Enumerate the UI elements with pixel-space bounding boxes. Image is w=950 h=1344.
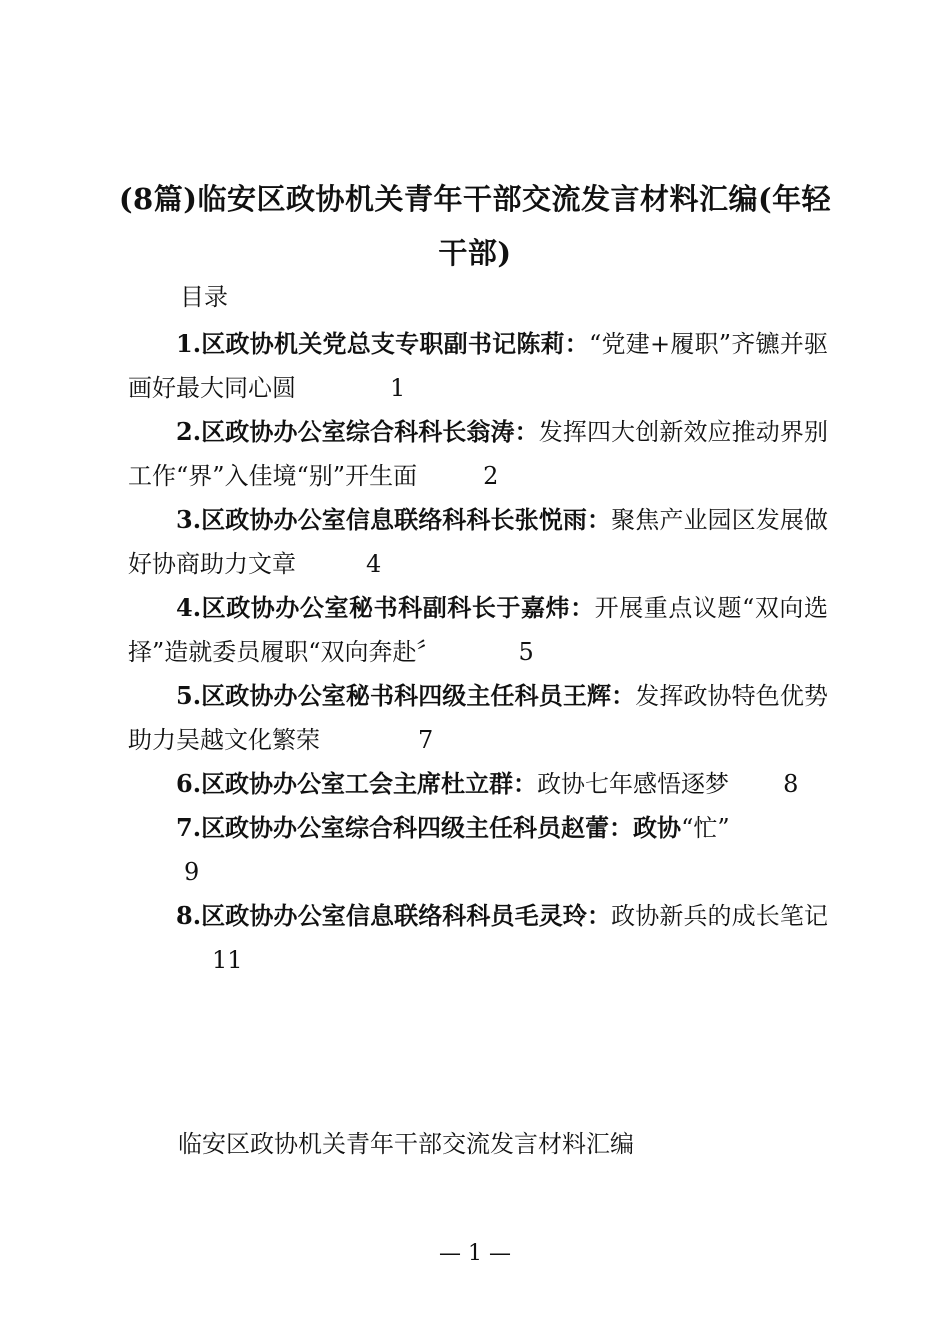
toc-entry-6[interactable]	[128, 762, 828, 806]
toc-entry-author: 区政协办公室信息联络科科长张悦雨：	[201, 505, 612, 534]
toc-heading: 目录	[180, 283, 228, 311]
toc-entry-2[interactable]	[128, 410, 828, 498]
toc-entry-topic: 发挥政协特色优势助力吴越文化繁荣	[128, 682, 829, 754]
toc-entry-author: 区政协办公室综合科四级主任科员赵蕾：政协	[201, 813, 682, 842]
toc-entry-page: 9	[184, 858, 200, 886]
toc-entry-page: 5	[518, 638, 534, 666]
toc-entry-page: 4	[366, 550, 382, 578]
page-number: — 1 —	[439, 1241, 511, 1266]
toc-entry-page: 11	[212, 946, 243, 974]
toc-entry-1[interactable]	[128, 322, 828, 410]
toc-entry-5[interactable]	[128, 674, 828, 762]
toc-entry-4[interactable]	[128, 586, 828, 674]
toc-entry-topic: 开展重点议题“双向选择”造就委员履职“双向奔赴〞	[128, 594, 828, 666]
toc-entry-topic: 聚焦产业园区发展做好协商助力文章	[128, 506, 829, 578]
table-of-contents	[128, 322, 828, 982]
toc-entry-topic: 发挥四大创新效应推动界别工作“界”入佳境“别”开生面	[128, 418, 829, 490]
toc-entry-author: 区政协办公室秘书科四级主任科员王辉：	[201, 681, 636, 710]
toc-entry-7[interactable]	[128, 806, 828, 894]
toc-entry-page: 2	[483, 462, 499, 490]
toc-entry-author: 区政协办公室综合科科长翁涛：	[201, 417, 539, 446]
toc-entry-author: 区政协办公室秘书科副科长于嘉炜：	[201, 593, 595, 622]
toc-entry-page: 1	[390, 374, 406, 402]
toc-entry-number: 8.	[176, 901, 202, 930]
toc-entry-topic: “党建+履职”齐镳并驱画好最大同心圆	[128, 330, 829, 402]
toc-entry-author: 区政协办公室工会主席杜立群：	[201, 769, 538, 798]
toc-entry-topic: 政协新兵的成长笔记	[611, 902, 829, 930]
toc-entry-number: 4.	[176, 593, 202, 622]
toc-entry-page: 7	[418, 726, 434, 754]
toc-entry-number: 3.	[176, 505, 202, 534]
toc-entry-author: 区政协机关党总支专职副书记陈莉：	[201, 329, 590, 358]
toc-entry-8[interactable]	[128, 894, 828, 982]
toc-entry-number: 5.	[176, 681, 202, 710]
toc-entry-author: 区政协办公室信息联络科科员毛灵玲：	[201, 901, 612, 930]
toc-entry-number: 7.	[176, 813, 202, 842]
toc-entry-number: 1.	[176, 329, 202, 358]
toc-entry-page: 8	[783, 770, 799, 798]
toc-entry-3[interactable]	[128, 498, 828, 586]
toc-entry-number: 6.	[176, 769, 202, 798]
toc-entry-topic: 政协七年感悟逐梦	[537, 770, 730, 798]
collection-name: 临安区政协机关青年干部交流发言材料汇编	[178, 1130, 634, 1158]
document-title: (8篇)临安区政协机关青年干部交流发言材料汇编(年轻干部)	[118, 182, 832, 270]
toc-entry-topic: “忙”	[681, 814, 730, 842]
toc-entry-number: 2.	[176, 417, 202, 446]
